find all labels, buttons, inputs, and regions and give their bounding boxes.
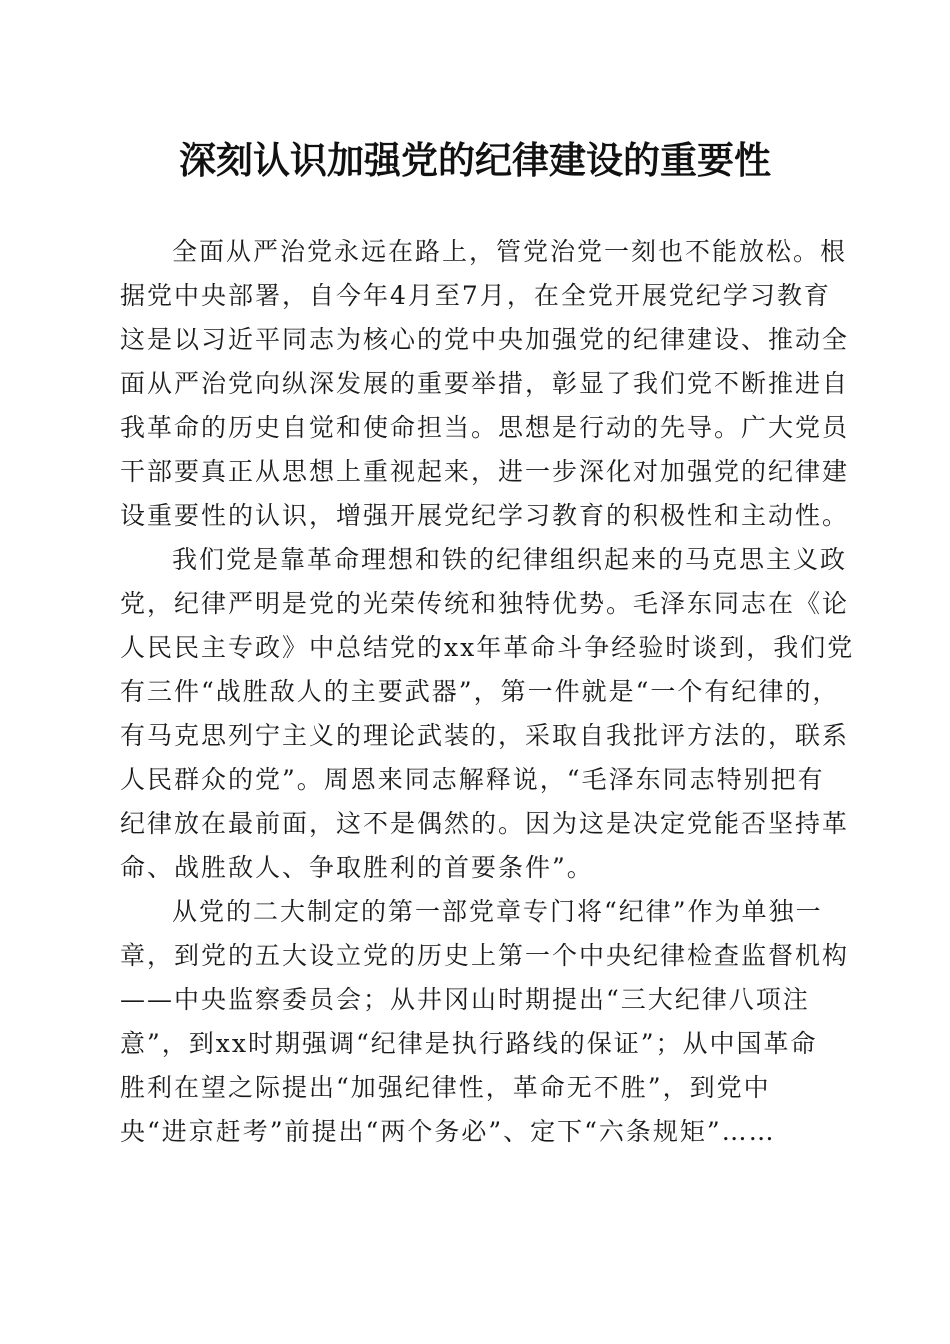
text-line: 设重要性的认识，增强开展党纪学习教育的积极性和主动性。 — [120, 501, 850, 530]
text-line: 胜利在望之际提出“加强纪律性，革命无不胜”，到党中 — [120, 1073, 771, 1102]
text-line: 有三件“战胜敌人的主要武器”，第一件就是“一个有纪律的， — [120, 677, 840, 706]
text-line: 据党中央部署，自今年4月至7月，在全党开展党纪学习教育 — [120, 281, 831, 310]
text-line: 纪律放在最前面，这不是偶然的。因为这是决定党能否坚持革 — [120, 809, 850, 838]
text-line: 我革命的历史自觉和使命担当。思想是行动的先导。广大党员 — [120, 413, 850, 442]
text-line: 人民群众的党”。周恩来同志解释说，“毛泽东同志特别把有 — [120, 765, 825, 794]
text-line: 人民民主专政》中总结党的xx年革命斗争经验时谈到，我们党 — [120, 633, 855, 662]
text-line: 有马克思列宁主义的理论武装的，采取自我批评方法的，联系 — [120, 721, 850, 750]
text-line: 央“进京赶考”前提出“两个务必”、定下“六条规矩”…… — [120, 1117, 776, 1146]
text-line: 党，纪律严明是党的光荣传统和独特优势。毛泽东同志在《论 — [120, 589, 850, 618]
text-line: 全面从严治党永远在路上，管党治党一刻也不能放松。根 — [172, 237, 848, 266]
text-line: 意”，到xx时期强调“纪律是执行路线的保证”；从中国革命 — [120, 1029, 818, 1058]
document-title: 深刻认识加强党的纪律建设的重要性 — [179, 138, 771, 182]
text-line: 面从严治党向纵深发展的重要举措，彰显了我们党不断推进自 — [120, 369, 850, 398]
text-line: 这是以习近平同志为核心的党中央加强党的纪律建设、推动全 — [120, 325, 850, 354]
text-line: 命、战胜敌人、争取胜利的首要条件”。 — [120, 853, 594, 882]
text-line: 从党的二大制定的第一部党章专门将“纪律”作为单独一 — [172, 897, 823, 926]
text-line: 干部要真正从思想上重视起来，进一步深化对加强党的纪律建 — [120, 457, 850, 486]
text-line: ——中央监察委员会；从井冈山时期提出“三大纪律八项注 — [120, 985, 810, 1014]
text-line: 章，到党的五大设立党的历史上第一个中央纪律检查监督机构 — [120, 941, 850, 970]
text-line: 我们党是靠革命理想和铁的纪律组织起来的马克思主义政 — [172, 545, 848, 574]
